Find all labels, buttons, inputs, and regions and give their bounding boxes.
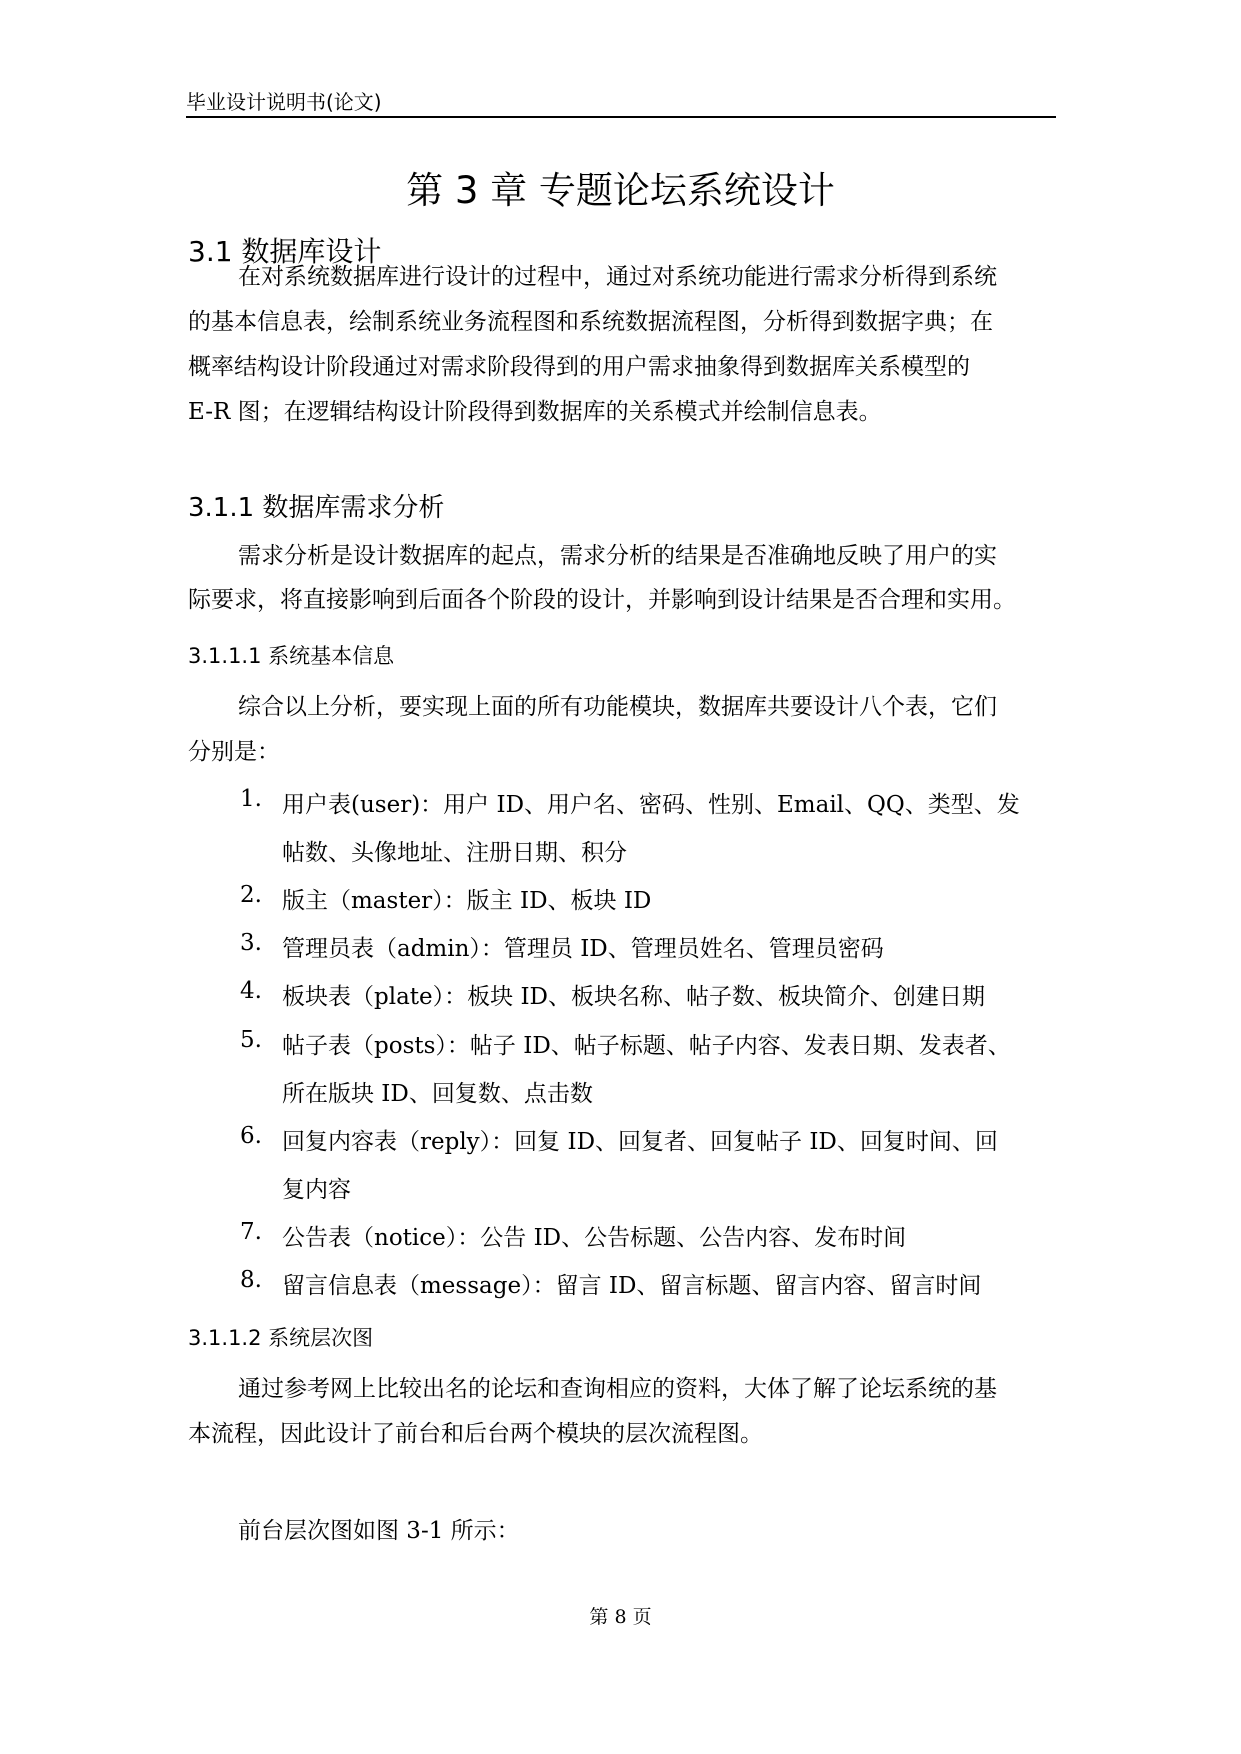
running-header: 毕业设计说明书(论文) — [186, 90, 382, 114]
paragraph-line: 的基本信息表，绘制系统业务流程图和系统数据流程图，分析得到数据字典；在 — [188, 309, 993, 335]
list-item-text: 管理员表（admin）：管理员 ID、管理员姓名、管理员密码 — [282, 936, 884, 962]
list-item-text: 留言信息表（message）：留言 ID、留言标题、留言内容、留言时间 — [282, 1273, 982, 1299]
section-heading: 3.1 数据库设计 — [188, 235, 382, 268]
chapter-title: 第 3 章 专题论坛系统设计 — [406, 169, 835, 212]
paragraph-line: 分别是： — [188, 739, 280, 765]
list-item-text: 板块表（plate）：板块 ID、板块名称、帖子数、板块简介、创建日期 — [282, 984, 985, 1010]
header-rule — [186, 116, 1056, 118]
list-item-text: 回复内容表（reply）：回复 ID、回复者、回复帖子 ID、回复时间、回 — [282, 1129, 998, 1155]
list-number: 8. — [240, 1267, 262, 1293]
list-number: 5. — [240, 1027, 262, 1053]
list-item-text: 公告表（notice）：公告 ID、公告标题、公告内容、发布时间 — [282, 1225, 907, 1251]
paragraph-line: 本流程，因此设计了前台和后台两个模块的层次流程图。 — [188, 1421, 763, 1447]
subsubsection-heading: 3.1.1.2 系统层次图 — [188, 1326, 374, 1350]
list-item-text: 帖数、头像地址、注册日期、积分 — [282, 840, 627, 866]
list-number: 2. — [240, 882, 262, 908]
list-item-text: 所在版块 ID、回复数、点击数 — [282, 1081, 593, 1107]
figure-reference: 前台层次图如图 3-1 所示： — [238, 1518, 520, 1544]
paragraph-line: 通过参考网上比较出名的论坛和查询相应的资料，大体了解了论坛系统的基 — [238, 1376, 997, 1402]
list-item-text: 复内容 — [282, 1177, 351, 1203]
paragraph-line: 概率结构设计阶段通过对需求阶段得到的用户需求抽象得到数据库关系模型的 — [188, 354, 970, 380]
list-item-text: 版主（master）：版主 ID、板块 ID — [282, 888, 652, 914]
list-item-text: 用户表(user)：用户 ID、用户名、密码、性别、Email、QQ、类型、发 — [282, 792, 1020, 818]
paragraph-line: 综合以上分析，要实现上面的所有功能模块，数据库共要设计八个表，它们 — [238, 694, 997, 720]
list-number: 7. — [240, 1219, 262, 1245]
list-number: 4. — [240, 978, 262, 1004]
list-number: 1. — [240, 786, 262, 812]
page-number: 第 8 页 — [589, 1606, 652, 1628]
paragraph-line: 需求分析是设计数据库的起点，需求分析的结果是否准确地反映了用户的实 — [238, 543, 997, 569]
paragraph-line: 在对系统数据库进行设计的过程中，通过对系统功能进行需求分析得到系统 — [238, 264, 997, 290]
paragraph-line: E-R 图；在逻辑结构设计阶段得到数据库的关系模式并绘制信息表。 — [188, 399, 882, 425]
subsubsection-heading: 3.1.1.1 系统基本信息 — [188, 644, 395, 668]
list-number: 3. — [240, 930, 262, 956]
list-number: 6. — [240, 1123, 262, 1149]
subsection-heading: 3.1.1 数据库需求分析 — [188, 493, 445, 523]
list-item-text: 帖子表（posts）：帖子 ID、帖子标题、帖子内容、发表日期、发表者、 — [282, 1033, 1011, 1059]
paragraph-line: 际要求，将直接影响到后面各个阶段的设计，并影响到设计结果是否合理和实用。 — [188, 587, 1016, 613]
